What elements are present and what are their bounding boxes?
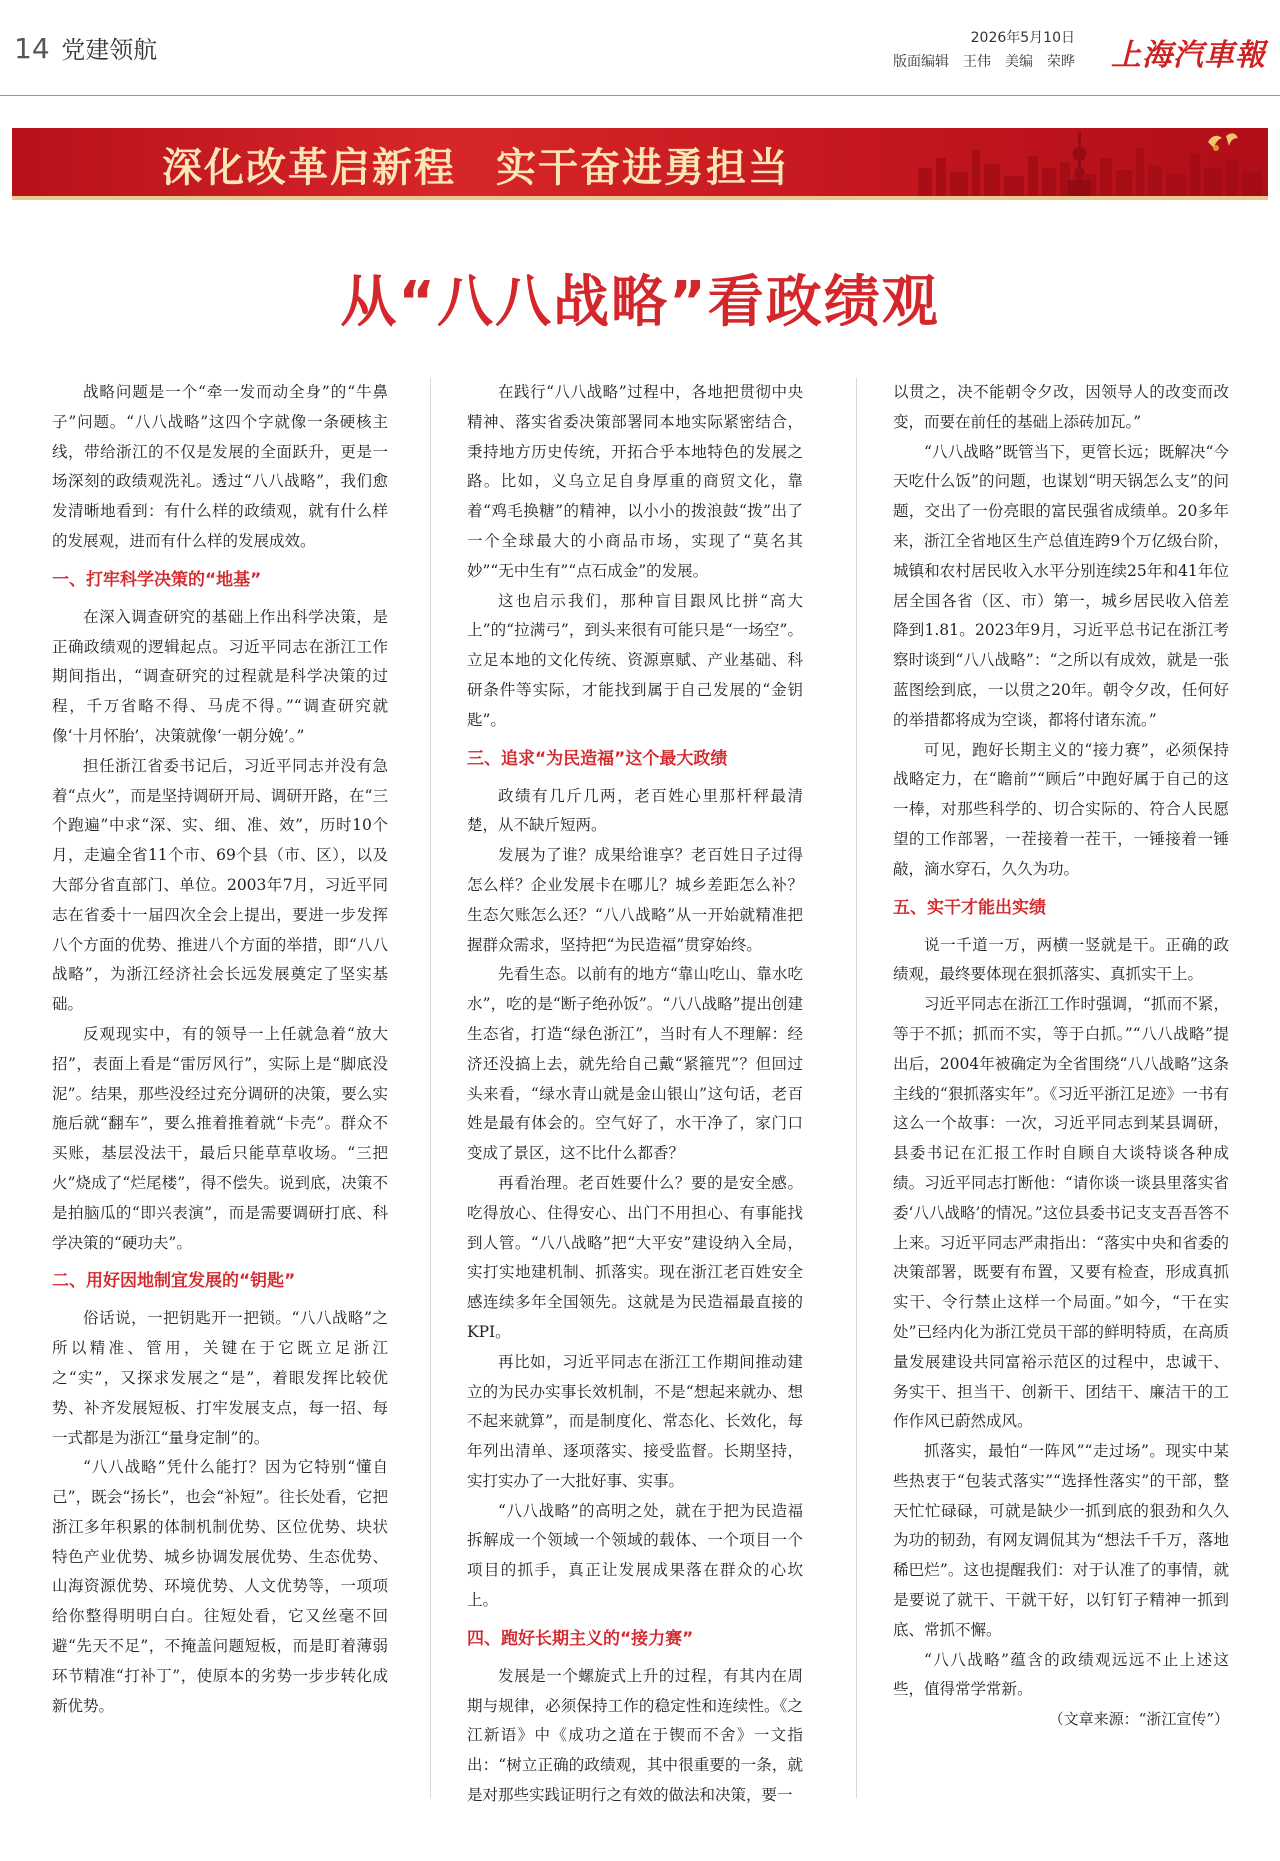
paragraph: 俗话说，一把钥匙开一把锁。“八八战略”之所以精准、管用，关键在于它既立足浙江之“实”，又探求发展之“是”，着眼发挥比较优势、补齐发展短板、打牢发展支点，每一招、每一式都是为浙江“量身定制”的。 xyxy=(52,1309,388,1447)
section-heading: 三、追求“为民造福”这个最大政绩 xyxy=(467,748,728,769)
paragraph: 以贯之，决不能朝令夕改，因领导人的改变而改变，而要在前任的基础上添砖加瓦。” xyxy=(893,383,1229,431)
paragraph: “八八战略”既管当下，更管长远；既解决“今天吃什么饭”的问题，也谋划“明天锅怎么支”的问题，交出了一份亮眼的富民强省成绩单。20多年来，浙江全省地区生产总值连跨9个万亿级台阶，城镇和农村居民收入水平分别连续25年和41年位居全国各省（区、市）第一，城乡居民收入倍差降到1.81。2023年9月，习近平总书记在浙江考察时谈到“八八战略”：“之所以有成效，就是一张蓝图绘到底，一以贯之20年。朝令夕改，任何好的举措都将成为空谈，都将付诸东流。” xyxy=(893,442,1229,729)
newspaper-logo: 上海汽車報 xyxy=(1111,38,1266,73)
paragraph: “八八战略”蕴含的政绩观远远不止上述这些，值得常学常新。 xyxy=(893,1650,1229,1699)
paragraph: 发展是一个螺旋式上升的过程，有其内在周期与规律，必须保持工作的稳定性和连续性。《之江新语》中《成功之道在于锲而不舍》一文指出：“树立正确的政绩观，其中很重要的一条，就是对那些实践证明行之有效的做法和决策，要一 xyxy=(467,1666,803,1805)
page-label xyxy=(14,30,157,65)
article-column-2 xyxy=(467,378,803,1811)
paragraph: 发展为了谁？成果给谁享？老百姓日子过得怎么样？企业发展卡在哪儿？城乡差距怎么补？生态欠账怎么还？“八八战略”从一开始就精准把握群众需求，坚持把“为民造福”贯穿始终。 xyxy=(467,846,803,954)
paragraph: 习近平同志在浙江工作时强调，“抓而不紧，等于不抓；抓而不实，等于白抓。”“八八战略”提出后，2004年被确定为全省围绕“八八战略”这条主线的“狠抓落实年”。《习近平浙江足迹》一书有这么一个故事：一次，习近平同志到某县调研，县委书记在汇报工作时自顾自大谈特谈各种成绩。习近平同志打断他：“请你谈一谈县里落实省委‘八八战略’的情况。”这位县委书记支支吾吾答不上来。习近平同志严肃指出：“落实中央和省委的决策部署，既要有布置，又要有检查，形成真抓实干、令行禁止这样一个局面。”如今，“干在实处”已经内化为浙江党员干部的鲜明特质，在高质量发展建设共同富裕示范区的过程中，忠诚干、务实干、担当干、创新干、团结干、廉洁干的工作作风已蔚然成风。 xyxy=(893,995,1229,1431)
paragraph: 在深入调查研究的基础上作出科学决策，是正确政绩观的逻辑起点。习近平同志在浙江工作期间指出，“调查研究的过程就是科学决策的过程，千万省略不得、马虎不得。”“调查研究就像‘十月怀胎’，决策就像‘一朝分娩’。” xyxy=(52,607,388,745)
paragraph: 再看治理。老百姓要什么？要的是安全感。吃得放心、住得安心、出门不用担心、有事能找到人管。“八八战略”把“大平安”建设纳入全局，实打实地建机制、抓落实。现在浙江老百姓安全感连续多年全国领先。这就是为民造福最直接的KPI。 xyxy=(467,1173,803,1341)
page-header xyxy=(0,0,1280,110)
paragraph: 先看生态。以前有的地方“靠山吃山、靠水吃水”，吃的是“断子绝孙饭”。“八八战略”提出创建生态省，打造“绿色浙江”，当时有人不理解：经济还没搞上去，就先给自己戴“紧箍咒”？但回过头来看，“绿水青山就是金山银山”这句话，老百姓是最有体会的。空气好了，水干净了，家门口变成了景区，这不比什么都香？ xyxy=(467,965,803,1163)
paragraph: 政绩有几斤几两，老百姓心里那杆秤最清楚，从不缺斤短两。 xyxy=(467,786,803,835)
paragraph: “八八战略”凭什么能打？因为它特别“懂自己”，既会“扬长”，也会“补短”。往长处看，它把浙江多年积累的体制机制优势、区位优势、块状特色产业优势、城乡协调发展优势、生态优势、山海资源优势、环境优势、人文优势等，一项项给你整得明明白白。往短处看，它又丝毫不回避“先天不足”，不掩盖问题短板，而是盯着薄弱环节精准“打补丁”，使原本的劣势一步步转化成新优势。 xyxy=(52,1458,388,1715)
article-column-3 xyxy=(893,378,1229,1735)
section-heading: 一、打牢科学决策的“地基” xyxy=(52,569,262,590)
section-heading: 二、用好因地制宜发展的“钥匙” xyxy=(52,1271,296,1292)
column-divider xyxy=(856,378,857,1798)
city-skyline-icon xyxy=(908,128,1268,196)
header-divider xyxy=(0,95,1280,96)
column-divider xyxy=(430,378,431,1798)
banner-slogan-left: 深化改革启新程 xyxy=(162,145,456,191)
paragraph: “八八战略”的高明之处，就在于把为民造福拆解成一个领域一个领域的载体、一个项目一个项目的抓手，真正让发展成果落在群众的心坎上。 xyxy=(467,1501,803,1610)
section-name: 党建领航 xyxy=(61,36,158,64)
page-number: 14 xyxy=(14,32,50,65)
paragraph: 反观现实中，有的领导一上任就急着“放大招”，表面上看是“雷厉风行”，实际上是“脚底没泥”。结果，那些没经过充分调研的决策，要么实施后就“翻车”，要么推着推着就“卡壳”。群众不买账，基层没法干，最后只能草草收场。“三把火”烧成了“烂尾楼”，得不偿失。说到底，决策不是拍脑瓜的“即兴表演”，而是需要调研打底、科学决策的“硬功夫”。 xyxy=(52,1024,388,1252)
issue-date: 2026年5月10日 xyxy=(970,30,1075,46)
paragraph: 在践行“八八战略”过程中，各地把贯彻中央精神、落实省委决策部署同本地实际紧密结合，秉持地方历史传统，开拓合乎本地特色的发展之路。比如，义乌立足自身厚重的商贸文化，靠着“鸡毛换糖”的精神，以小小的拨浪鼓“拨”出了一个全球最大的小商品市场，实现了“莫名其妙”“无中生有”“点石成金”的发展。 xyxy=(467,383,803,580)
article-column-1 xyxy=(52,378,388,1721)
section-heading: 四、跑好长期主义的“接力赛” xyxy=(467,1628,694,1649)
article-source: （文章来源：“浙江宣传”） xyxy=(1048,1710,1229,1729)
paragraph: 这也启示我们，那种盲目跟风比拼“高大上”的“拉满弓”，到头来很有可能只是“一场空”。立足本地的文化传统、资源禀赋、产业基础、科研条件等实际，才能找到属于自己发展的“金钥匙”。 xyxy=(467,591,803,729)
banner-slogan-right: 实干奋进勇担当 xyxy=(496,145,790,191)
article-headline: 从“八八战略”看政绩观 xyxy=(340,270,940,335)
theme-banner xyxy=(12,128,1268,196)
banner-accent-strip xyxy=(12,196,1268,200)
paragraph: 可见，跑好长期主义的“接力赛”，必须保持战略定力，在“瞻前”“顾后”中跑好属于自己的这一棒，对那些科学的、切合实际的、符合人民愿望的工作部署，一茬接着一茬干，一锤接着一锤敲，滴水穿石，久久为功。 xyxy=(893,740,1229,878)
editor-credits: 版面编辑 王伟 美编 荣晔 xyxy=(893,54,1075,70)
paragraph: 说一千道一万，两横一竖就是干。正确的政绩观，最终要体现在狠抓落实、真抓实干上。 xyxy=(893,935,1229,984)
banner-slogan xyxy=(162,136,790,193)
paragraph: 抓落实，最怕“一阵风”“走过场”。现实中某些热衷于“包装式落实”“选择性落实”的干部，整天忙忙碌碌，可就是缺少一抓到底的狠劲和久久为功的韧劲，有网友调侃其为“想法千千万，落地稀巴烂”。这也提醒我们：对于认准了的事情，就是要说了就干、干就干好，以钉钉子精神一抓到底、常抓不懈。 xyxy=(893,1442,1229,1639)
paragraph: 再比如，习近平同志在浙江工作期间推动建立的为民办实事长效机制，不是“想起来就办、想不起来就算”，而是制度化、常态化、长效化，每年列出清单、逐项落实、接受监督。长期坚持，实打实办了一大批好事、实事。 xyxy=(467,1352,803,1490)
section-heading: 五、实干才能出实绩 xyxy=(893,897,1046,918)
issue-meta xyxy=(893,26,1075,74)
paragraph: 担任浙江省委书记后，习近平同志并没有急着“点火”，而是坚持调研开局、调研开路，在“三个跑遍”中求“深、实、细、准、效”，历时10个月，走遍全省11个市、69个县（市、区），以及大部分省直部门、单位。2003年7月，习近平同志在省委十一届四次全会上提出，要进一步发挥八个方面的优势、推进八个方面的举措，即“八八战略”，为浙江经济社会长远发展奠定了坚实基础。 xyxy=(52,756,388,1014)
paragraph: 战略问题是一个“牵一发而动全身”的“牛鼻子”问题。“八八战略”这四个字就像一条硬核主线，带给浙江的不仅是发展的全面跃升，更是一场深刻的政绩观洗礼。透过“八八战略”，我们愈发清晰地看到：有什么样的政绩观，就有什么样的发展观，进而有什么样的发展成效。 xyxy=(52,383,388,550)
